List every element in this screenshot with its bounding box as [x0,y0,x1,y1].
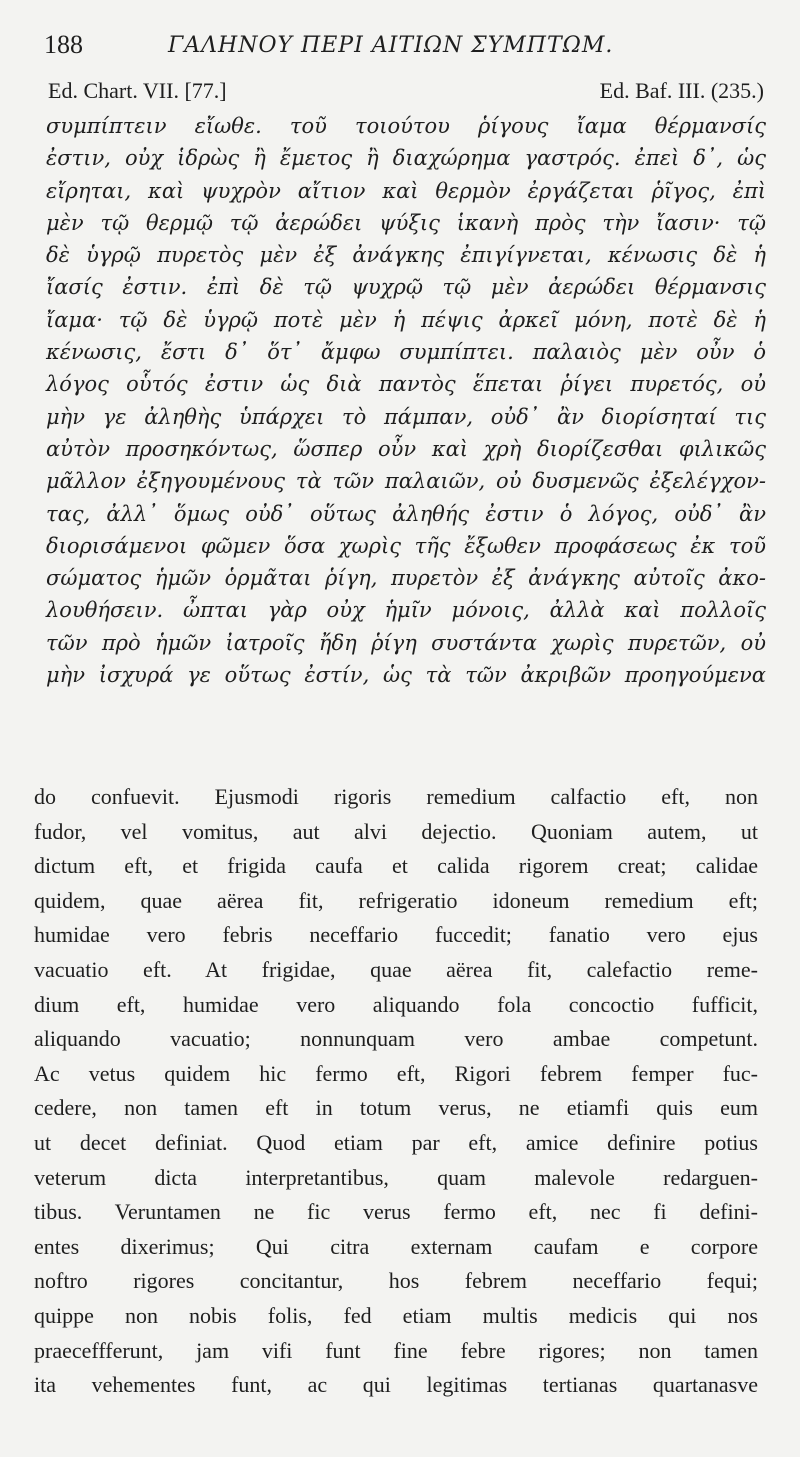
latin-text-block [34,780,758,1403]
greek-text-line: αὐτὸν προσηκόντως, ὥσπερ οὖν καὶ χρὴ διορίζεσθαι φιλικῶς [46,436,766,461]
running-title: ΓΑΛΗΝΟΥ ΠΕΡΙ ΑΙΤΙΩΝ ΣΥΜΠΤΩΜ. [168,33,614,58]
latin-text-line: aliquando vacuatio; nonnunquam vero ambae competunt. [34,1026,758,1052]
edition-reference-left: Ed. Chart. VII. [77.] [48,78,227,103]
greek-text-line: τας, ἀλλ᾽ ὅμως οὐδ᾽ οὕτως ἀληθής ἐστιν ὁ λόγος, οὐδ᾽ ἂν [46,501,766,526]
greek-text-line: εἴρηται, καὶ ψυχρὸν αἴτιον καὶ θερμὸν ἐργάζεται ῥῖγος, ἐπὶ [46,178,766,203]
greek-text-line: μᾶλλον ἐξηγουμένους τὰ τῶν παλαιῶν, οὐ δυσμενῶς ἐξελέγχον- [46,469,766,494]
latin-text-line: cedere, non tamen eft in totum verus, ne etiamfi quis eum [34,1095,758,1121]
greek-text-line: μὴν γε ἀληθὴς ὑπάρχει τὸ πάμπαν, οὐδ᾽ ἂν διορίσηταί τις [46,404,766,429]
page-header [44,30,774,66]
latin-text-line: dictum eft, et frigida caufa et calida rigorem creat; calidae [34,853,758,879]
latin-text-line: quidem, quae aërea fit, refrigeratio idoneum remedium eft; [34,887,758,913]
greek-text-line: ἴαμα· τῷ δὲ ὑγρῷ ποτὲ μὲν ἡ πέψις ἀρκεῖ μόνη, ποτὲ δὲ ἡ [46,307,766,332]
greek-text-line: μὴν ἰσχυρά γε οὕτως ἐστίν, ὡς τὰ τῶν ἀκριβῶν προηγούμενα [46,663,766,688]
greek-text-line: ἐστιν, οὐχ ἱδρὼς ἢ ἔμετος ἢ διαχώρημα γαστρός. ἐπεὶ δ᾽, ὡς [46,146,766,171]
latin-text-line: humidae vero febris neceffario fuccedit; fanatio vero ejus [34,922,758,948]
greek-text-line: μὲν τῷ θερμῷ τῷ ἀερώδει ψύξις ἱκανὴ πρὸς τὴν ἴασιν· τῷ [46,210,766,235]
greek-text-line: σώματος ἡμῶν ὁρμᾶται ῥίγη, πυρετὸν ἐξ ἀνάγκης αὐτοῖς ἀκο- [46,566,766,591]
edition-reference-right: Ed. Baf. III. (235.) [599,78,764,103]
greek-text-line: κένωσις, ἔστι δ᾽ ὅτ᾽ ἄμφω συμπίπτει. παλαιὸς μὲν οὖν ὁ [46,340,766,365]
latin-text-line: tibus. Veruntamen ne fic verus fermo eft, nec fi defini- [34,1199,758,1225]
greek-text-line: λουθήσειν. ὦπται γὰρ οὐχ ἡμῖν μόνοις, ἀλλὰ καὶ πολλοῖς [46,598,766,623]
greek-text-line: συμπίπτειν εἴωθε. τοῦ τοιούτου ῥίγους ἴαμα θέρμανσίς [46,114,766,138]
latin-text-line: praeceffferunt, jam vifi funt fine febre rigores; non tamen [34,1337,758,1363]
latin-text-line: dium eft, humidae vero aliquando fola concoctio fufficit, [34,991,758,1017]
latin-text-line: quippe non nobis folis, fed etiam multis medicis qui nos [34,1302,758,1328]
greek-text-line: διορισάμενοι φῶμεν ὅσα χωρὶς τῆς ἔξωθεν προφάσεως ἐκ τοῦ [46,533,766,558]
latin-text-line: fudor, vel vomitus, aut alvi dejectio. Quoniam autem, ut [34,818,758,844]
latin-text-line: entes dixerimus; Qui citra externam caufam e corpore [34,1233,758,1259]
greek-text-line: δὲ ὑγρῷ πυρετὸς μὲν ἐξ ἀνάγκης ἐπιγίγνεται, κένωσις δὲ ἡ [46,243,766,268]
latin-text-line: ita vehementes funt, ac qui legitimas tertianas quartanasve [34,1372,758,1398]
greek-text-line: λόγος οὗτός ἐστιν ὡς διὰ παντὸς ἕπεται ῥίγει πυρετός, οὐ [46,372,766,397]
latin-text-line: noftro rigores concitantur, hos febrem neceffario fequi; [34,1268,758,1294]
greek-text-block [46,110,766,691]
latin-text-line: ut decet definiat. Quod etiam par eft, amice definire potius [34,1129,758,1155]
greek-text-line: τῶν πρὸ ἡμῶν ἰατροῖς ἤδη ῥίγη συστάντα χωρὶς πυρετῶν, οὐ [46,630,766,655]
latin-text-line: vacuatio eft. At frigidae, quae aërea fit, calefactio reme- [34,956,758,982]
latin-text-line: Ac vetus quidem hic fermo eft, Rigori febrem femper fuc- [34,1060,758,1086]
page-number: 188 [44,30,83,59]
greek-text-line: ἴασίς ἐστιν. ἐπὶ δὲ τῷ ψυχρῷ τῷ μὲν ἀερώδει θέρμανσις [46,275,766,300]
latin-text-line: veterum dicta interpretantibus, quam malevole redarguen- [34,1164,758,1190]
latin-text-line: do confuevit. Ejusmodi rigoris remedium calfactio eft, non [34,784,758,809]
